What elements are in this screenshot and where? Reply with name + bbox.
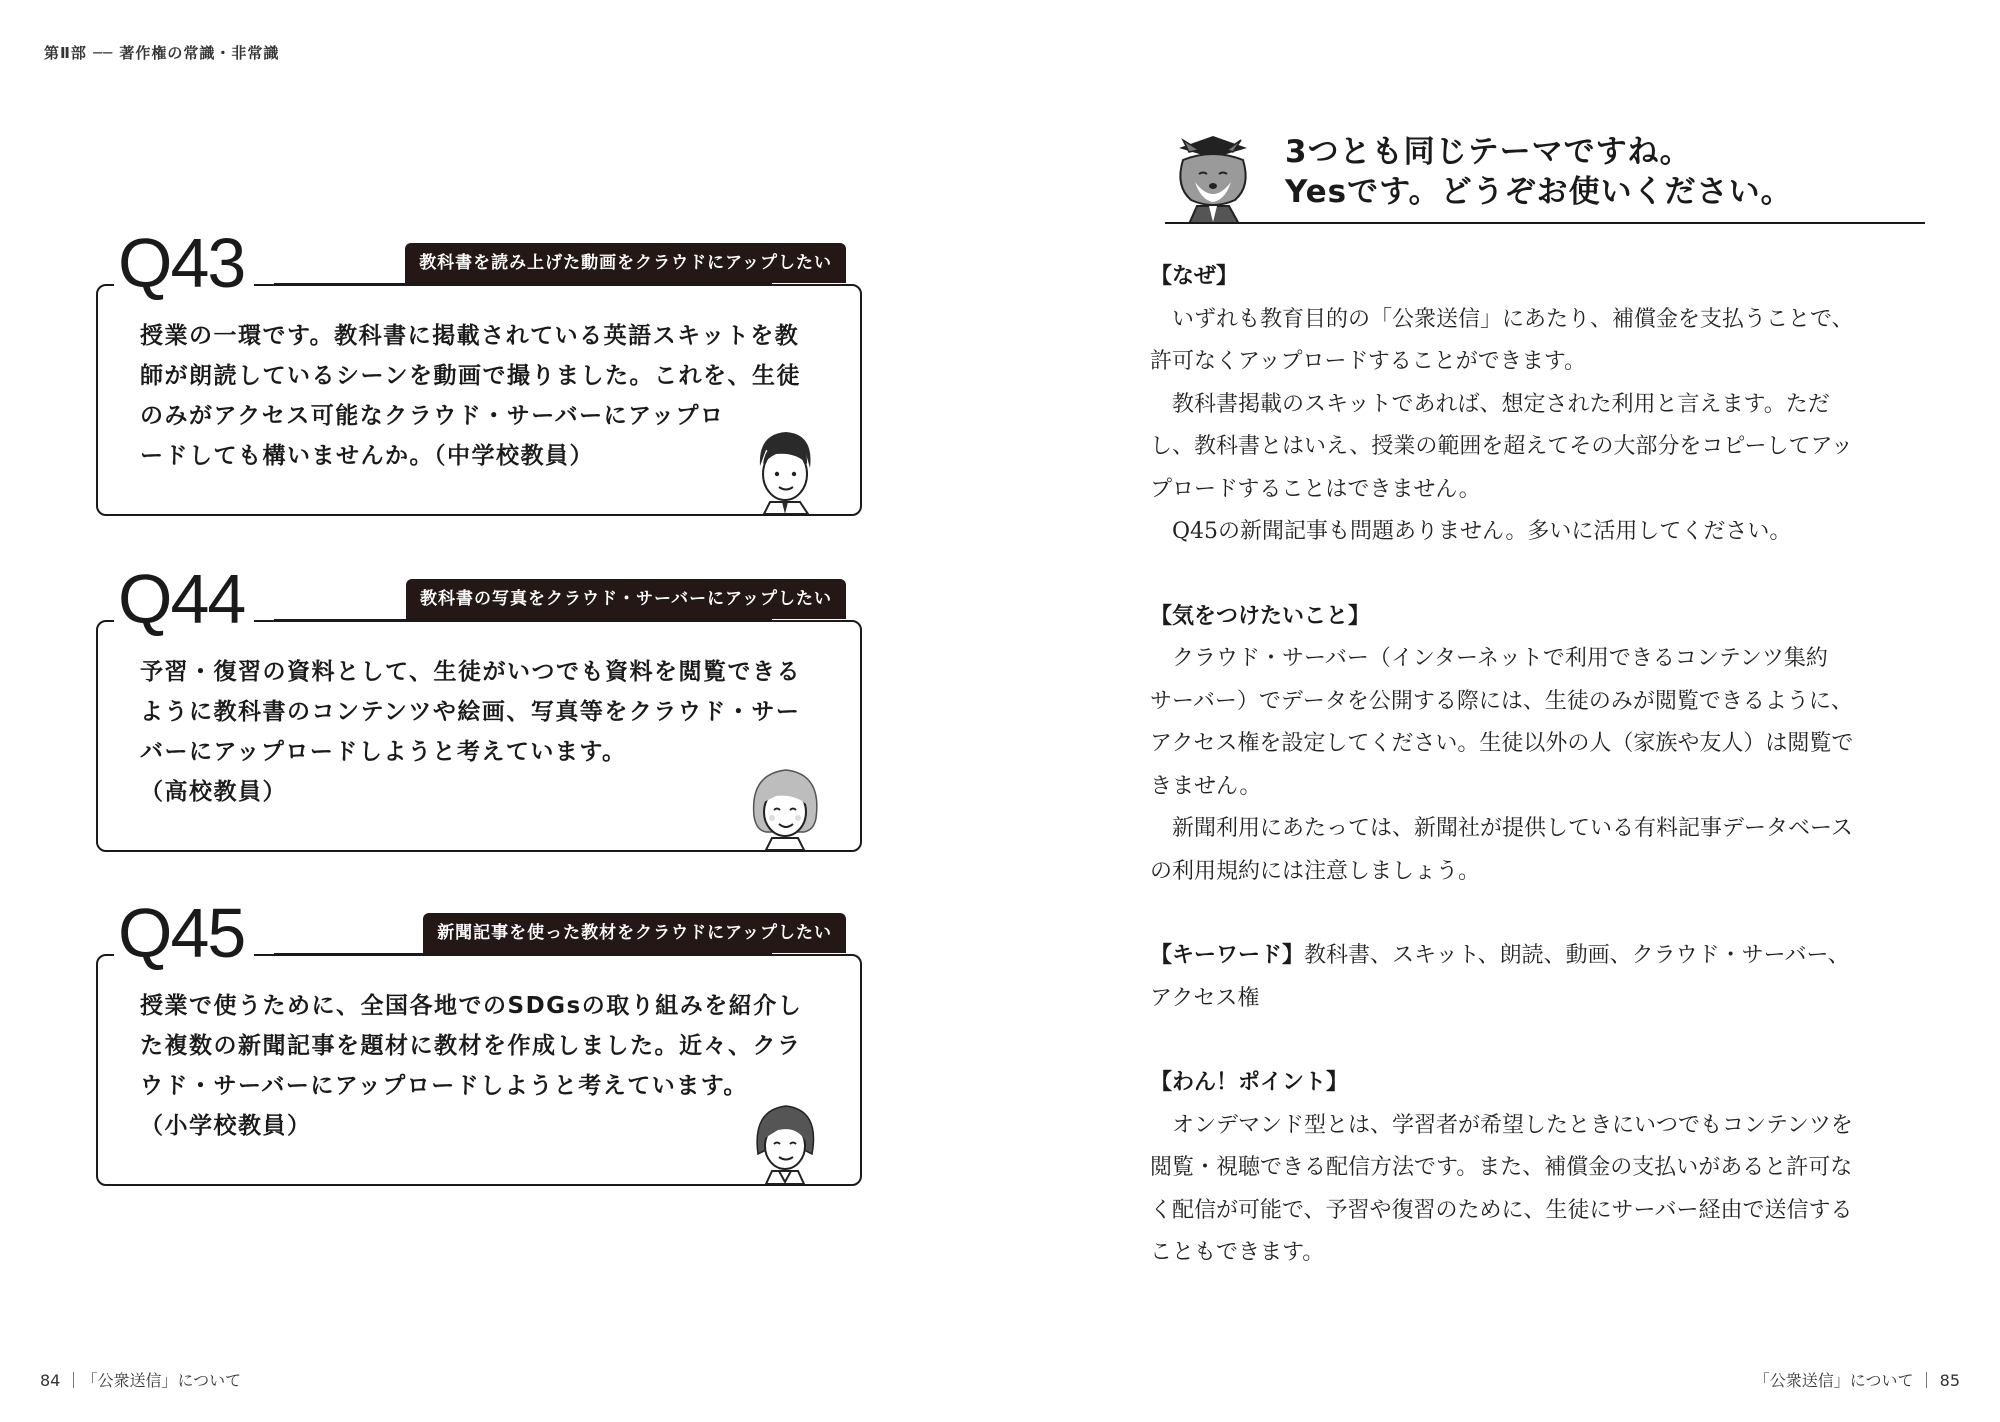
teacher-female-illustration: [746, 1094, 824, 1184]
paragraph-line: 教科書掲載のスキットであれば、想定された利用と言えます。ただ: [1150, 391, 1830, 417]
teacher-female-illustration: [746, 760, 824, 850]
running-head: 第Ⅱ部 ── 著作権の常識・非常識: [44, 44, 280, 62]
question-text: [140, 316, 802, 476]
paragraph-line: オンデマンド型とは、学習者が希望したときにいつでもコンテンツを: [1150, 1112, 1853, 1138]
paragraph-line: サーバー）でデータを公開する際には、生徒のみが閲覧できるように、: [1150, 688, 1853, 714]
question-box: [96, 284, 862, 516]
question-text: [140, 652, 802, 812]
dog-mascot-illustration: [1169, 136, 1255, 224]
paragraph-line: く配信が可能で、予習や復習のために、生徒にサーバー経由で送信する: [1150, 1197, 1853, 1223]
keywords-line: アクセス権: [1150, 985, 1260, 1011]
paragraph-line: 閲覧・視聴できる配信方法です。また、補償金の支払いがあると許可な: [1150, 1155, 1853, 1180]
section-heading-keywords: 【キーワード】: [1150, 943, 1305, 968]
question-line: ードしても構いませんか。（中学校教員）: [140, 443, 594, 469]
question-line: 師が朗読しているシーンを動画で撮りました。これを、生徒: [140, 363, 802, 389]
paragraph-line: プロードすることはできません。: [1150, 476, 1481, 502]
answer-title-line: Yesです。どうぞお使いください。: [1285, 174, 1793, 210]
paragraph-line: の利用規約には注意しましょう。: [1150, 858, 1481, 884]
question-tag: 新聞記事を使った教材をクラウドにアップしたい: [423, 913, 846, 953]
paragraph-line: 新聞利用にあたっては、新聞社が提供している有料記事データベース: [1150, 816, 1853, 841]
keywords-line: [1150, 935, 1910, 978]
question-number: Q44: [114, 564, 254, 634]
section-heading-caution: 【気をつけたいこと】: [1150, 603, 1371, 629]
question-block-q45: [96, 894, 862, 1188]
question-line: バーにアップロードしようと考えています。: [140, 739, 627, 765]
question-box: [96, 620, 862, 852]
paragraph-line: いずれも教育目的の「公衆送信」にあたり、補償金を支払うことで、: [1150, 306, 1854, 332]
question-number: Q45: [114, 898, 254, 968]
paragraph-line: 許可なくアップロードすることができます。: [1150, 349, 1587, 374]
question-text: [140, 986, 803, 1146]
answer-title: [1285, 132, 1793, 212]
question-line: （高校教員）: [140, 779, 287, 805]
footer-left: 84 ｜「公衆送信」について: [40, 1371, 242, 1390]
paragraph-line: アクセス権を設定してください。生徒以外の人（家族や友人）は閲覧で: [1150, 731, 1854, 756]
question-block-q43: [96, 224, 862, 518]
question-line: ように教科書のコンテンツや絵画、写真等をクラウド・サー: [140, 699, 801, 725]
question-line: 予習・復習の資料として、生徒がいつでも資料を閲覧できる: [140, 659, 802, 685]
paragraph-line: クラウド・サーバー（インターネットで利用できるコンテンツ集約: [1150, 646, 1828, 671]
answer-header: [1165, 132, 1925, 224]
section-heading-point: 【わん！ポイント】: [1150, 1070, 1349, 1095]
question-tag: 教科書を読み上げた動画をクラウドにアップしたい: [405, 243, 846, 283]
paragraph-line: し、教科書とはいえ、授業の範囲を超えてその大部分をコピーしてアッ: [1150, 434, 1853, 459]
keywords-text: 教科書、スキット、朗読、動画、クラウド・サーバー、: [1304, 943, 1850, 968]
question-box: [96, 954, 862, 1186]
question-line: ウド・サーバーにアップロードしようと考えています。: [140, 1073, 748, 1099]
question-tag: 教科書の写真をクラウド・サーバーにアップしたい: [406, 579, 846, 619]
paragraph-line: Q45の新聞記事も問題ありません。多いに活用してください。: [1150, 519, 1792, 544]
question-line: 授業の一環です。教科書に掲載されている英語スキットを教: [140, 323, 800, 349]
teacher-male-illustration: [746, 424, 824, 514]
divider: [1165, 222, 1925, 224]
question-line: た複数の新聞記事を題材に教材を作成しました。近々、クラ: [140, 1033, 802, 1059]
question-line: 授業で使うために、全国各地でのSDGsの取り組みを紹介し: [140, 993, 803, 1019]
question-number: Q43: [114, 228, 254, 298]
paragraph-line: こともできます。: [1150, 1240, 1325, 1265]
answer-title-line: 3つとも同じテーマですね。: [1285, 134, 1692, 170]
question-line: のみがアクセス可能なクラウド・サーバーにアップロ: [140, 403, 725, 429]
answer-body: [1150, 256, 1910, 1275]
paragraph-line: きません。: [1150, 773, 1262, 799]
question-block-q44: [96, 560, 862, 854]
section-heading-why: 【なぜ】: [1150, 264, 1239, 289]
question-line: （小学校教員）: [140, 1113, 312, 1139]
footer-right: 「公衆送信」について ｜ 85: [1753, 1371, 1960, 1390]
